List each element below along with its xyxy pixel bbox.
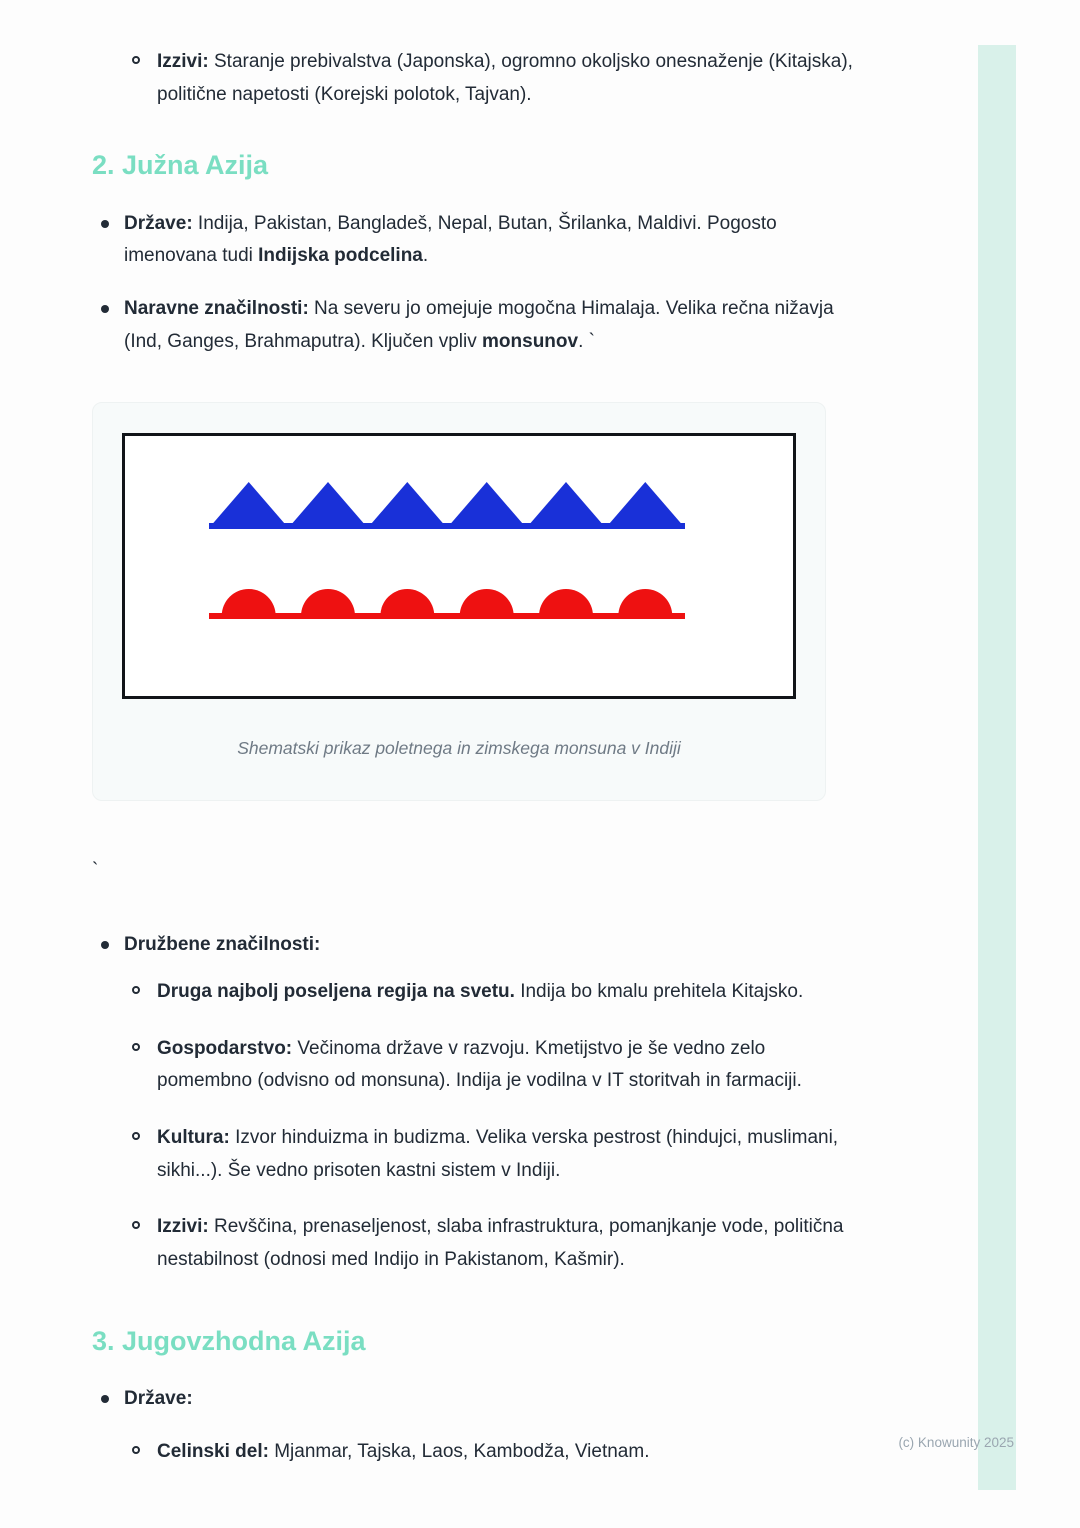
monsoon-figure-image — [122, 433, 796, 699]
list-item-text: Države: — [124, 1387, 193, 1409]
list-item-text: Kultura: Izvor hinduizma in budizma. Velika verska pestrost (hindujci, muslimani, sikhi...). Še vedno prisoten kastni sistem v Indiji. — [157, 1126, 839, 1181]
section-title-jugovzhodna-azija: 3. Jugovzhodna Azija — [92, 1325, 366, 1356]
stray-backtick: ` — [92, 859, 99, 881]
summer-monsoon-shapes — [209, 482, 685, 529]
open-circle-bullet-icon — [132, 1221, 140, 1229]
section-title-juzna-azija: 2. Južna Azija — [92, 150, 269, 181]
open-circle-bullet-icon — [132, 1446, 140, 1454]
right-accent-stripe — [978, 45, 1016, 1490]
list-item-text: Celinski del: Mjanmar, Tajska, Laos, Kambodža, Vietnam. — [157, 1440, 650, 1462]
list-item-text: Države: Indija, Pakistan, Bangladeš, Nepal, Butan, Šrilanka, Maldivi. Pogosto imenovana tudi Indijska podcelina. — [124, 212, 777, 267]
list-item-naravne-znacilnosti — [92, 293, 864, 358]
document-content — [92, 0, 864, 1492]
list-item-drzave — [92, 208, 864, 273]
disc-bullet-icon — [101, 1395, 109, 1403]
figure-caption: Shematski prikaz poletnega in zimskega monsuna v Indiji — [237, 738, 681, 759]
list-item-izzivi-juzna — [92, 1211, 864, 1276]
list-item-celinski-del — [92, 1436, 864, 1469]
monsoon-figure-card — [92, 402, 826, 800]
list-item-text: Gospodarstvo: Večinoma države v razvoju. Kmetijstvo je še vedno zelo pomembno (odvisno od monsuna). Indija je vodilna v IT storitvah in farmaciji. — [157, 1037, 802, 1092]
list-item-poselitev — [92, 976, 864, 1009]
list-item-gospodarstvo — [92, 1033, 864, 1098]
monsoon-diagram — [125, 436, 793, 696]
list-item-text: Družbene značilnosti: — [124, 934, 321, 956]
list-item-druzbene-znacilnosti — [92, 929, 864, 962]
winter-monsoon-shapes — [209, 589, 685, 619]
copyright-footer: (c) Knowunity 2025 — [898, 1435, 1014, 1450]
disc-bullet-icon — [101, 941, 109, 949]
disc-bullet-icon — [101, 305, 109, 313]
open-circle-bullet-icon — [132, 986, 140, 994]
disc-bullet-icon — [101, 220, 109, 228]
list-item-text: Izzivi: Staranje prebivalstva (Japonska), ogromno okoljsko onesnaženje (Kitajska), politične napetosti (Korejski polotok, Tajvan). — [157, 51, 853, 105]
list-item-text: Naravne značilnosti: Na severu jo omejuje mogočna Himalaja. Velika rečna nižavja (Ind, Ganges, Brahmaputra). Ključen vpliv monsunov. ` — [124, 298, 834, 352]
list-item-text: Izzivi: Revščina, prenaseljenost, slaba infrastruktura, pomanjkanje vode, politična nestabilnost (odnosi med Indijo in Pakistanom, Kašmir). — [157, 1216, 844, 1270]
open-circle-bullet-icon — [132, 1132, 140, 1140]
open-circle-bullet-icon — [132, 56, 140, 64]
list-item-izzivi-vzhodna — [92, 46, 864, 111]
list-item-text: Druga najbolj poseljena regija na svetu. Indija bo kmalu prehitela Kitajsko. — [157, 980, 804, 1002]
open-circle-bullet-icon — [132, 1043, 140, 1051]
list-item-kultura — [92, 1122, 864, 1187]
list-item-drzave-jugovzhodna — [92, 1383, 864, 1416]
